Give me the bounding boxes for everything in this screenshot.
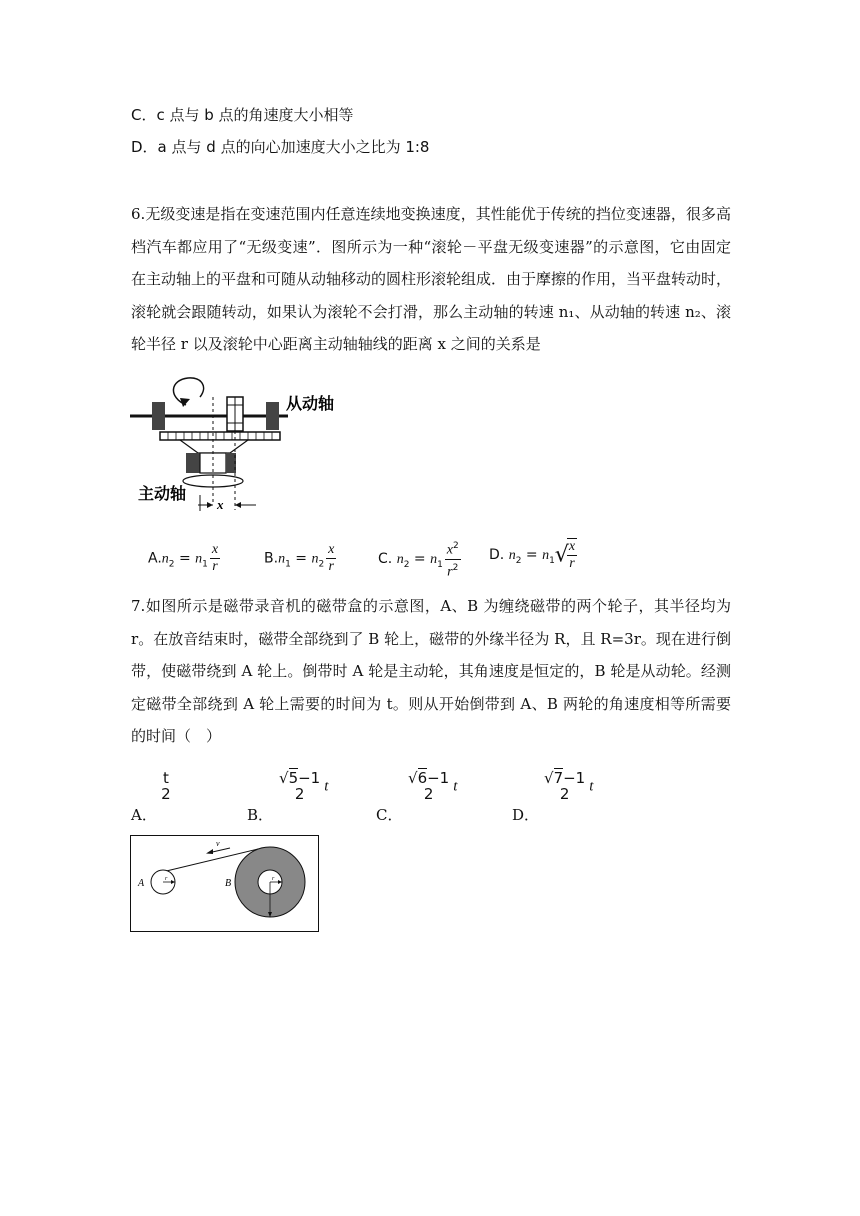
q5-option-d: D．a 点与 d 点的向心加速度大小之比为 1:8: [131, 138, 430, 156]
label-x: x: [217, 497, 224, 512]
q6-option-a: $A.n_2 = n_1$ $\frac{x}{r}$: [148, 542, 219, 574]
q5-option-c: C．c 点与 b 点的角速度大小相等: [131, 106, 354, 124]
q6-question-text: 6.无级变速是指在变速范围内任意连续地变换速度，其性能优于传统的挡位变速器，很多高档汽车都应用了“无级变速”．图所示为一种“滚轮－平盘无级变速器”的示意图，它由固定在主动轴上的平盘和可随从动轴移动的圆柱形滚轮组成．由于摩擦的作用，当平盘转动时，滚轮就会跟随转动，如果认为滚轮不会打滑，那么主动轴的转速 n₁、从动轴的转速 n₂、滚轮半径 r 以及滚轮中心距离主动轴轴线的距离 x 之间的关系是: [131, 205, 732, 353]
label-a: A: [138, 878, 145, 889]
q6-option-d: D. $n_2 = n_1√$ $\frac{x}{r}$: [489, 539, 576, 571]
q6-option-b: $B.n_1 = n_2$ $\frac{x}{r}$: [264, 542, 335, 574]
label-r-b: r: [272, 876, 275, 882]
label-b: B: [225, 878, 232, 889]
q7-question-text: 7.如图所示是磁带录音机的磁带盒的示意图，A、B 为缠绕磁带的两个轮子，其半径均为 r。在放音结束时，磁带全部绕到了 B 轮上，磁带的外缘半径为 R，且 R=3r。现在进行倒带，使磁带绕到 A 轮上。倒带时 A 轮是主动轮，其角速度是恒定的，B 轮是从动轮。经测定磁带全部绕到 A 轮上需要的时间为 t。则从开始倒带到 A、B 两轮的角速度相等所需要的时间（ ）: [131, 597, 731, 745]
q6-option-c: C. $n_2 = n_1$ $\frac{x^2}{r^2}$: [378, 538, 463, 580]
rotation-arrow-icon: [173, 378, 203, 405]
label-driving-shaft: 主动轴: [138, 484, 187, 503]
tape-reel-diagram: [130, 835, 320, 933]
label-r-a: r: [165, 876, 168, 882]
cvt-diagram: [128, 375, 388, 515]
label-driven-shaft: 从动轴: [286, 394, 335, 413]
label-v: v: [216, 839, 220, 848]
